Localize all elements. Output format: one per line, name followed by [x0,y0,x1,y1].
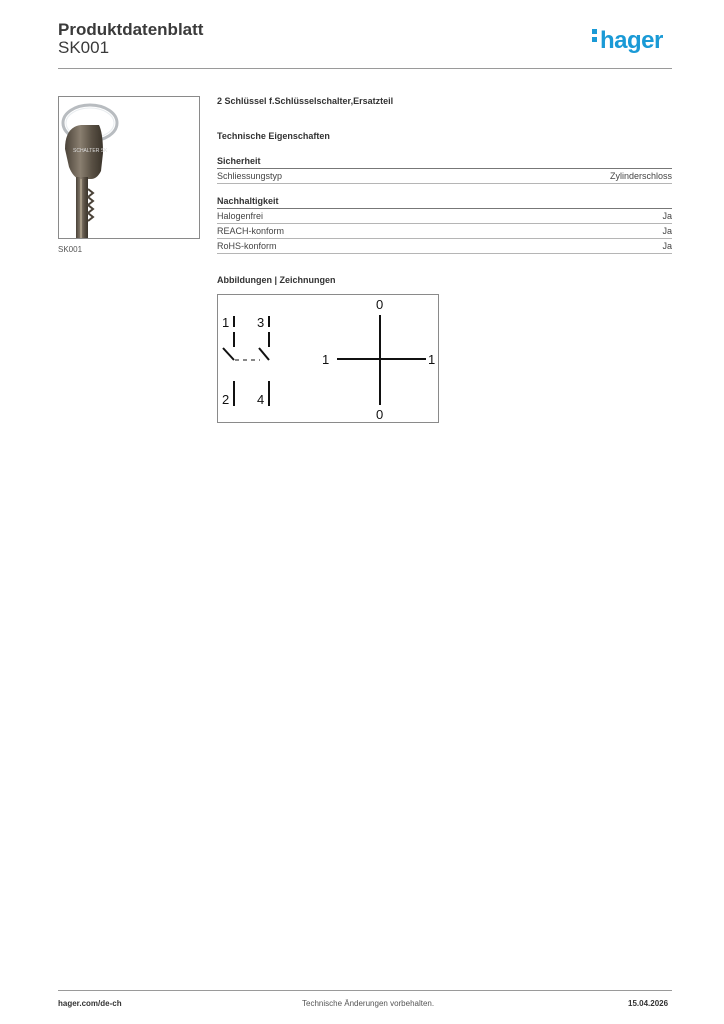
row-label: Schliessungstyp [217,171,283,181]
row-label: RoHS-konform [217,241,277,251]
group-title: Nachhaltigkeit [217,196,672,209]
row-value: Ja [662,241,672,251]
terminal-label: 3 [257,315,265,330]
position-label: 0 [376,297,384,312]
logo-dots-icon [592,29,598,45]
product-description: 2 Schlüssel f.Schlüsselschalter,Ersatzteil [217,96,394,106]
photo-caption: SK001 [58,245,83,254]
table-row [217,224,672,239]
table-row [217,239,672,254]
terminal-label: 4 [257,392,265,407]
key-stamp: SCHALTER SK [73,148,108,154]
group-sustainability [217,196,672,254]
position-label: 1 [322,352,330,367]
row-value: Ja [662,211,672,221]
table-row [217,169,672,184]
row-value: Zylinderschloss [609,171,672,181]
section-title-drawings: Abbildungen | Zeichnungen [217,275,336,285]
terminal-label: 1 [222,315,230,330]
page-title: Produktdatenblatt [58,20,204,39]
logo-text: hager [600,27,663,54]
terminal-label: 2 [222,392,230,407]
header-divider [58,68,672,69]
product-code: SK001 [58,38,110,57]
row-label: Halogenfrei [217,211,264,221]
footer-url[interactable]: hager.com/de-ch [58,999,122,1008]
footer-note: Technische Änderungen vorbehalten. [302,999,435,1008]
row-label: REACH-konform [217,226,285,236]
row-value: Ja [662,226,672,236]
switch-diagram [217,294,439,423]
table-row [217,209,672,224]
position-label: 0 [376,407,384,422]
group-security [217,156,672,184]
footer-date: 15.04.2026 [628,999,669,1008]
key-image [59,97,199,238]
footer-divider [58,990,672,991]
position-label: 1 [428,352,436,367]
group-title: Sicherheit [217,156,672,169]
product-photo [58,96,200,239]
hager-logo [592,27,663,55]
section-title-technical: Technische Eigenschaften [217,131,330,141]
diagram-svg [218,295,438,422]
position-cross [337,315,426,405]
